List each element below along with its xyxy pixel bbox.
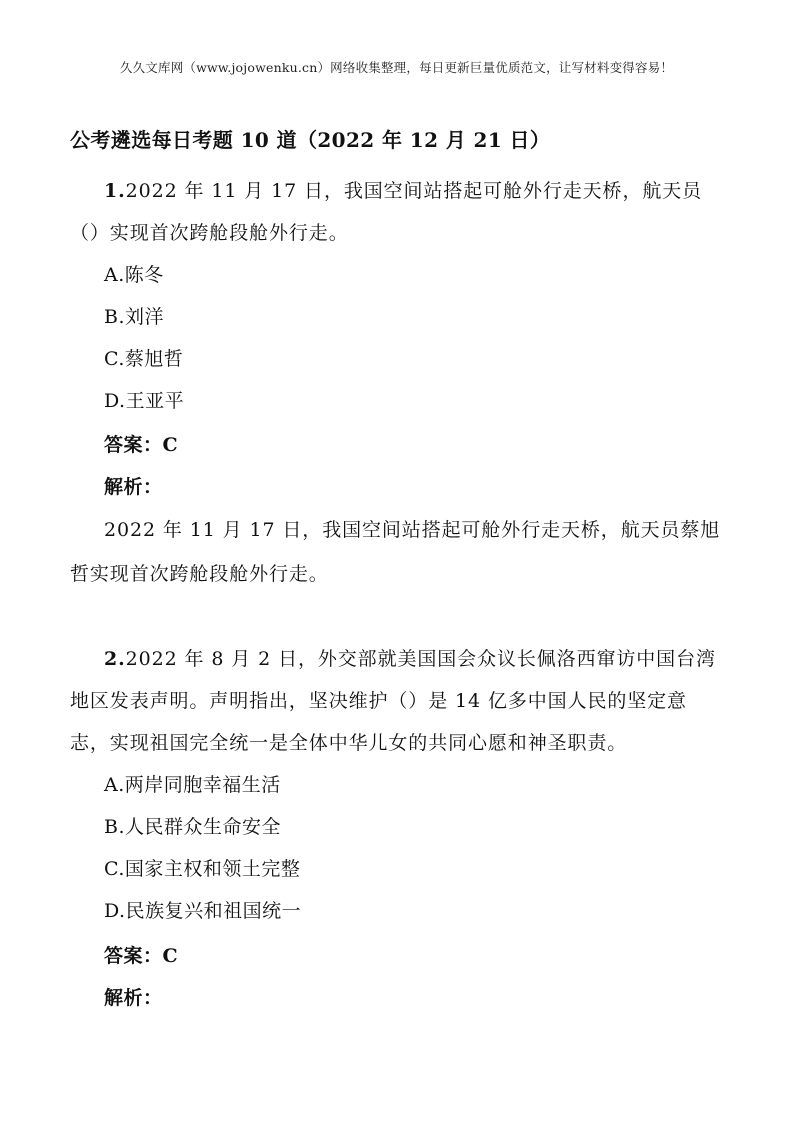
question-1-option-d: D.王亚平	[104, 390, 185, 412]
question-2-option-b: B.人民群众生命安全	[104, 816, 282, 838]
question-1-option-c: C.蔡旭哲	[104, 348, 184, 370]
question-2-option-d: D.民族复兴和祖国统一	[104, 900, 302, 922]
question-1-option-b: B.刘洋	[104, 306, 165, 328]
page-header: 久久文库网（www.jojowenku.cn）网络收集整理，每日更新巨量优质范文，让写材料变得容易！	[119, 60, 674, 75]
question-1-text: 2022 年 11 月 17 日，我国空间站搭起可舱外行走天桥，航天员（）实现首次跨舱段舱外行走。	[70, 180, 703, 244]
question-2-answer	[104, 935, 178, 977]
question-2-analysis-label: 解析：	[104, 987, 163, 1009]
question-1-option-a: A.陈冬	[104, 264, 164, 286]
question-2-stem	[70, 638, 723, 764]
question-1-number: 1.	[104, 180, 126, 202]
document-title: 公考遴选每日考题 10 道（2022 年 12 月 21 日）	[70, 128, 551, 152]
question-2-answer-label: 答案：	[104, 945, 163, 967]
question-1-analysis: 2022 年 11 月 17 日，我国空间站搭起可舱外行走天桥，航天员蔡旭哲实现首次跨舱段舱外行走。	[70, 519, 721, 585]
question-2-text: 2022 年 8 月 2 日，外交部就美国国会众议长佩洛西窜访中国台湾地区发表声明。声明指出，坚决维护（）是 14 亿多中国人民的坚定意志，实现祖国完全统一是全体中华儿女的共同心愿和神圣职责。	[70, 648, 716, 754]
question-1-answer-label: 答案：	[104, 434, 163, 456]
question-1-analysis-label: 解析：	[104, 476, 163, 498]
question-2-number: 2.	[104, 648, 126, 670]
question-2-option-a: A.两岸同胞幸福生活	[104, 774, 281, 796]
question-1-answer	[104, 424, 178, 466]
question-1-answer-value: C	[162, 434, 179, 456]
question-2-answer-value: C	[162, 945, 179, 967]
question-2-option-c: C.国家主权和领土完整	[104, 858, 301, 880]
question-1-stem	[70, 170, 723, 254]
